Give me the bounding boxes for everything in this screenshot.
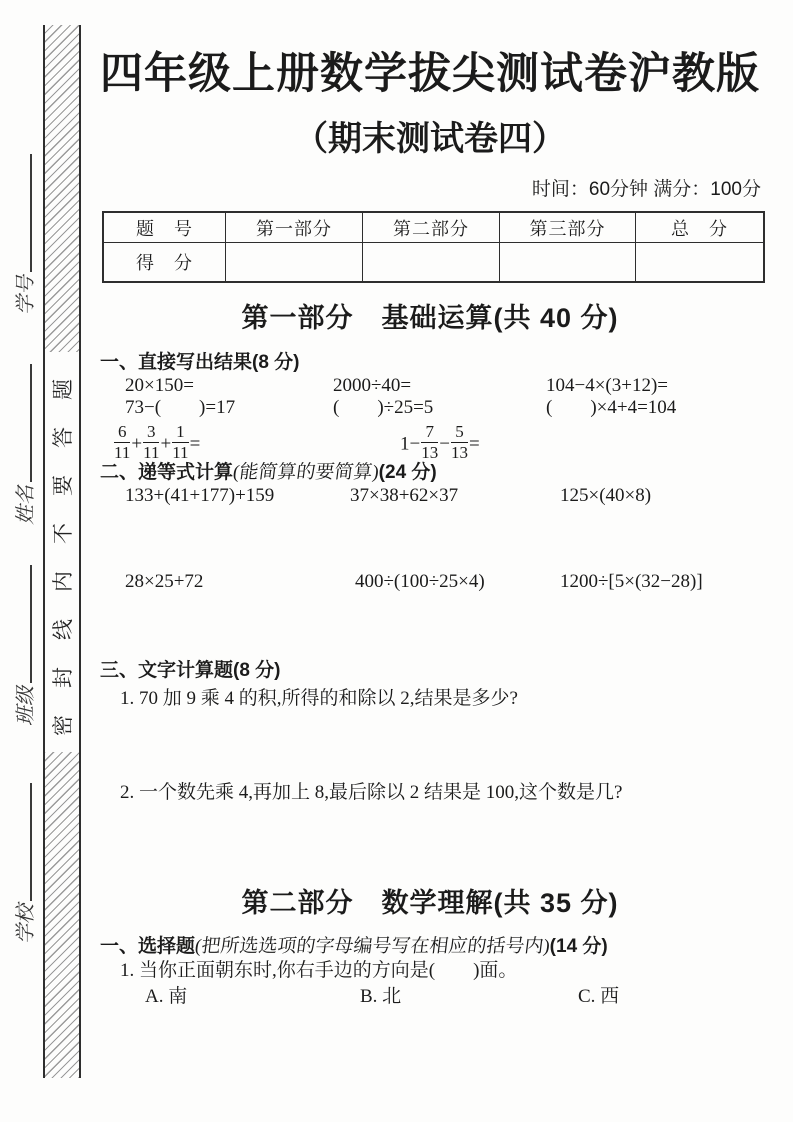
fraction: $\frac{6}{11}$	[114, 422, 131, 462]
score-table-header-cell: 第一部分	[225, 213, 362, 242]
blank-line	[10, 364, 32, 482]
field-label: 姓名	[15, 485, 37, 525]
blank-line	[10, 783, 32, 901]
problem-row	[85, 375, 775, 397]
seal-band	[43, 25, 81, 1078]
math-problem: 37×38+62×37	[350, 485, 459, 506]
score-empty-cell	[635, 242, 763, 281]
field-name	[9, 355, 35, 525]
fraction: $\frac{1}{11}$	[172, 422, 189, 462]
exam-meta: 时间：60分钟 满分：100分	[531, 179, 761, 200]
choice-option-b: B. 北	[360, 986, 402, 1007]
score-table-header-cell: 第二部分	[362, 213, 499, 242]
math-problem: 28×25+72	[125, 571, 204, 592]
blank-line	[10, 565, 32, 683]
field-class	[9, 556, 35, 726]
score-table	[102, 211, 765, 283]
field-label: 学号	[15, 275, 37, 315]
field-school	[9, 774, 35, 944]
math-problem: ( )×4+4=104	[546, 397, 677, 418]
exam-paper	[85, 0, 775, 1009]
score-empty-cell	[499, 242, 635, 281]
seal-text: 密封线内不要答题	[45, 352, 79, 752]
score-empty-cell	[362, 242, 499, 281]
math-problem: 133+(41+177)+159	[125, 485, 275, 506]
math-problem: 104−4×(3+12)=	[546, 375, 669, 396]
section-note: (把所选选项的字母编号写在相应的括号内)	[193, 936, 552, 957]
field-label: 学校	[15, 904, 37, 944]
math-problem: 125×(40×8)	[560, 485, 652, 506]
math-problem: ( )÷25=5	[333, 397, 434, 418]
section-title-word-calc: 三、文字计算题(8 分)	[100, 660, 281, 681]
blank-line	[10, 154, 32, 272]
problem-row	[85, 485, 775, 507]
math-problem: 1− $\frac{7}{13}$ − $\frac{5}{13}$ =	[400, 422, 480, 462]
score-table-header-cell: 题 号	[136, 218, 193, 239]
math-problem: 2000÷40=	[333, 375, 412, 396]
math-problem: 1200÷[5×(32−28)]	[560, 571, 703, 592]
fraction: $\frac{7}{13}$	[421, 422, 439, 462]
math-problem: 400÷(100÷25×4)	[355, 571, 485, 592]
score-empty-cell	[225, 242, 362, 281]
section-title-step-calc: 二、递等式计算(能简算的要简算)(24 分)	[100, 462, 437, 483]
score-table-header-cell: 总 分	[635, 213, 763, 242]
choice-option-a: A. 南	[145, 986, 188, 1007]
score-label-cell: 得 分	[104, 242, 225, 281]
word-problem: 1. 70 加 9 乘 4 的积,所得的和除以 2,结果是多少?	[120, 688, 518, 709]
part1-heading: 第一部分 基础运算(共 40 分)	[241, 303, 619, 333]
problem-row-fractions	[85, 419, 775, 462]
fraction: $\frac{5}{13}$	[450, 422, 468, 462]
choice-options-row	[85, 985, 775, 1009]
math-problem: 20×150=	[125, 375, 194, 396]
problem-row	[85, 397, 775, 419]
word-problem: 2. 一个数先乘 4,再加上 8,最后除以 2 结果是 100,这个数是几?	[120, 782, 623, 803]
choice-question: 1. 当你正面朝东时,你右手边的方向是( )面。	[120, 960, 518, 981]
section-note: (能简算的要简算)	[231, 462, 381, 483]
fraction: $\frac{3}{11}$	[143, 422, 160, 462]
field-student-number	[9, 145, 35, 315]
section-title-multiple-choice: 一、选择题(把所选选项的字母编号写在相应的括号内)(14 分)	[100, 936, 608, 957]
section-title-direct-calc: 一、直接写出结果(8 分)	[100, 352, 300, 373]
page-subtitle: （期末测试卷四）	[294, 120, 566, 158]
choice-option-c: C. 西	[578, 986, 620, 1007]
problem-row	[85, 571, 775, 593]
field-label: 班级	[15, 686, 37, 726]
math-problem: $\frac{6}{11}$ + $\frac{3}{11}$ + $\frac{1}{11}$ =	[114, 422, 201, 462]
math-problem: 73−( )=17	[125, 397, 236, 418]
score-table-header-cell: 第三部分	[499, 213, 635, 242]
page-title: 四年级上册数学拔尖测试卷沪教版	[100, 50, 760, 98]
part2-heading: 第二部分 数学理解(共 35 分)	[241, 888, 619, 918]
